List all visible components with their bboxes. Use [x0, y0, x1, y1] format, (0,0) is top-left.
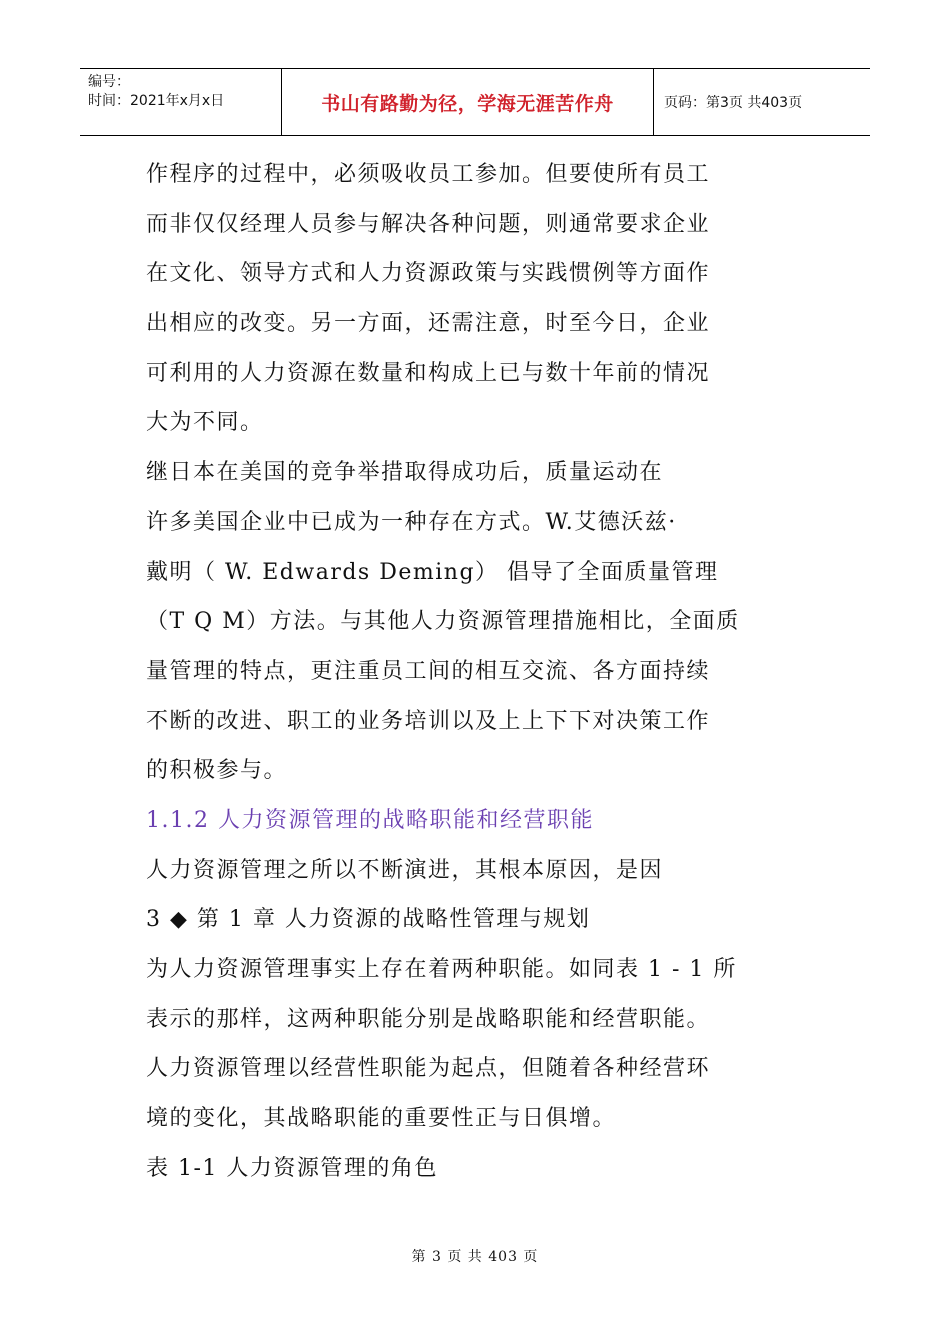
body-line: 出相应的改变。另一方面，还需注意，时至今日，企业: [146, 311, 711, 337]
body-line: 而非仅仅经理人员参与解决各种问题，则通常要求企业: [146, 211, 711, 237]
table-caption: 表 1-1 人力资源管理的角色: [146, 1155, 438, 1181]
body-line: 境的变化，其战略职能的重要性正与日俱增。: [146, 1106, 617, 1132]
body-line: 可利用的人力资源在数量和构成上已与数十年前的情况: [146, 360, 711, 386]
body-line: 人力资源管理之所以不断演进，其根本原因，是因: [146, 857, 664, 883]
body-line: 量管理的特点，更注重员工间的相互交流、各方面持续: [146, 658, 711, 684]
body-line: 表示的那样，这两种职能分别是战略职能和经营职能。: [146, 1006, 711, 1032]
date-label: 时间：2021年x月x日: [88, 93, 225, 109]
document-body: [146, 150, 796, 1193]
body-line: 继日本在美国的竞争举措取得成功后，质量运动在: [146, 460, 664, 486]
chapter-running-title: 3 ◆ 第 1 章 人力资源的战略性管理与规划: [146, 907, 591, 933]
section-heading: 1.1.2 人力资源管理的战略职能和经营职能: [146, 807, 594, 833]
body-line: 人力资源管理以经营性职能为起点，但随着各种经营环: [146, 1056, 711, 1082]
body-line: 大为不同。: [146, 410, 264, 436]
body-line: 作程序的过程中，必须吸收员工参加。但要使所有员工: [146, 162, 711, 187]
page-footer: 第 3 页 共 403 页: [411, 1249, 539, 1265]
header-motto: 书山有路勤为径，学海无涯苦作舟: [282, 69, 654, 135]
body-line: 戴明（ W. Edwards Deming） 倡导了全面质量管理: [146, 559, 719, 585]
number-label: 编号：: [88, 74, 130, 90]
body-line: 为人力资源管理事实上存在着两种职能。如同表 1 - 1 所: [146, 957, 737, 982]
header-page-number: 页码：第3页 共403页: [664, 95, 803, 111]
body-line: 在文化、领导方式和人力资源政策与实践惯例等方面作: [146, 261, 711, 287]
header-meta: [80, 69, 282, 135]
body-line: 许多美国企业中已成为一种存在方式。W.艾德沃兹·: [146, 509, 677, 535]
page-header: [80, 68, 870, 136]
body-line: （T Q M）方法。与其他人力资源管理措施相比，全面质: [146, 609, 740, 635]
body-line: 的积极参与。: [146, 758, 288, 784]
body-line: 不断的改进、职工的业务培训以及上上下下对决策工作: [146, 708, 711, 734]
